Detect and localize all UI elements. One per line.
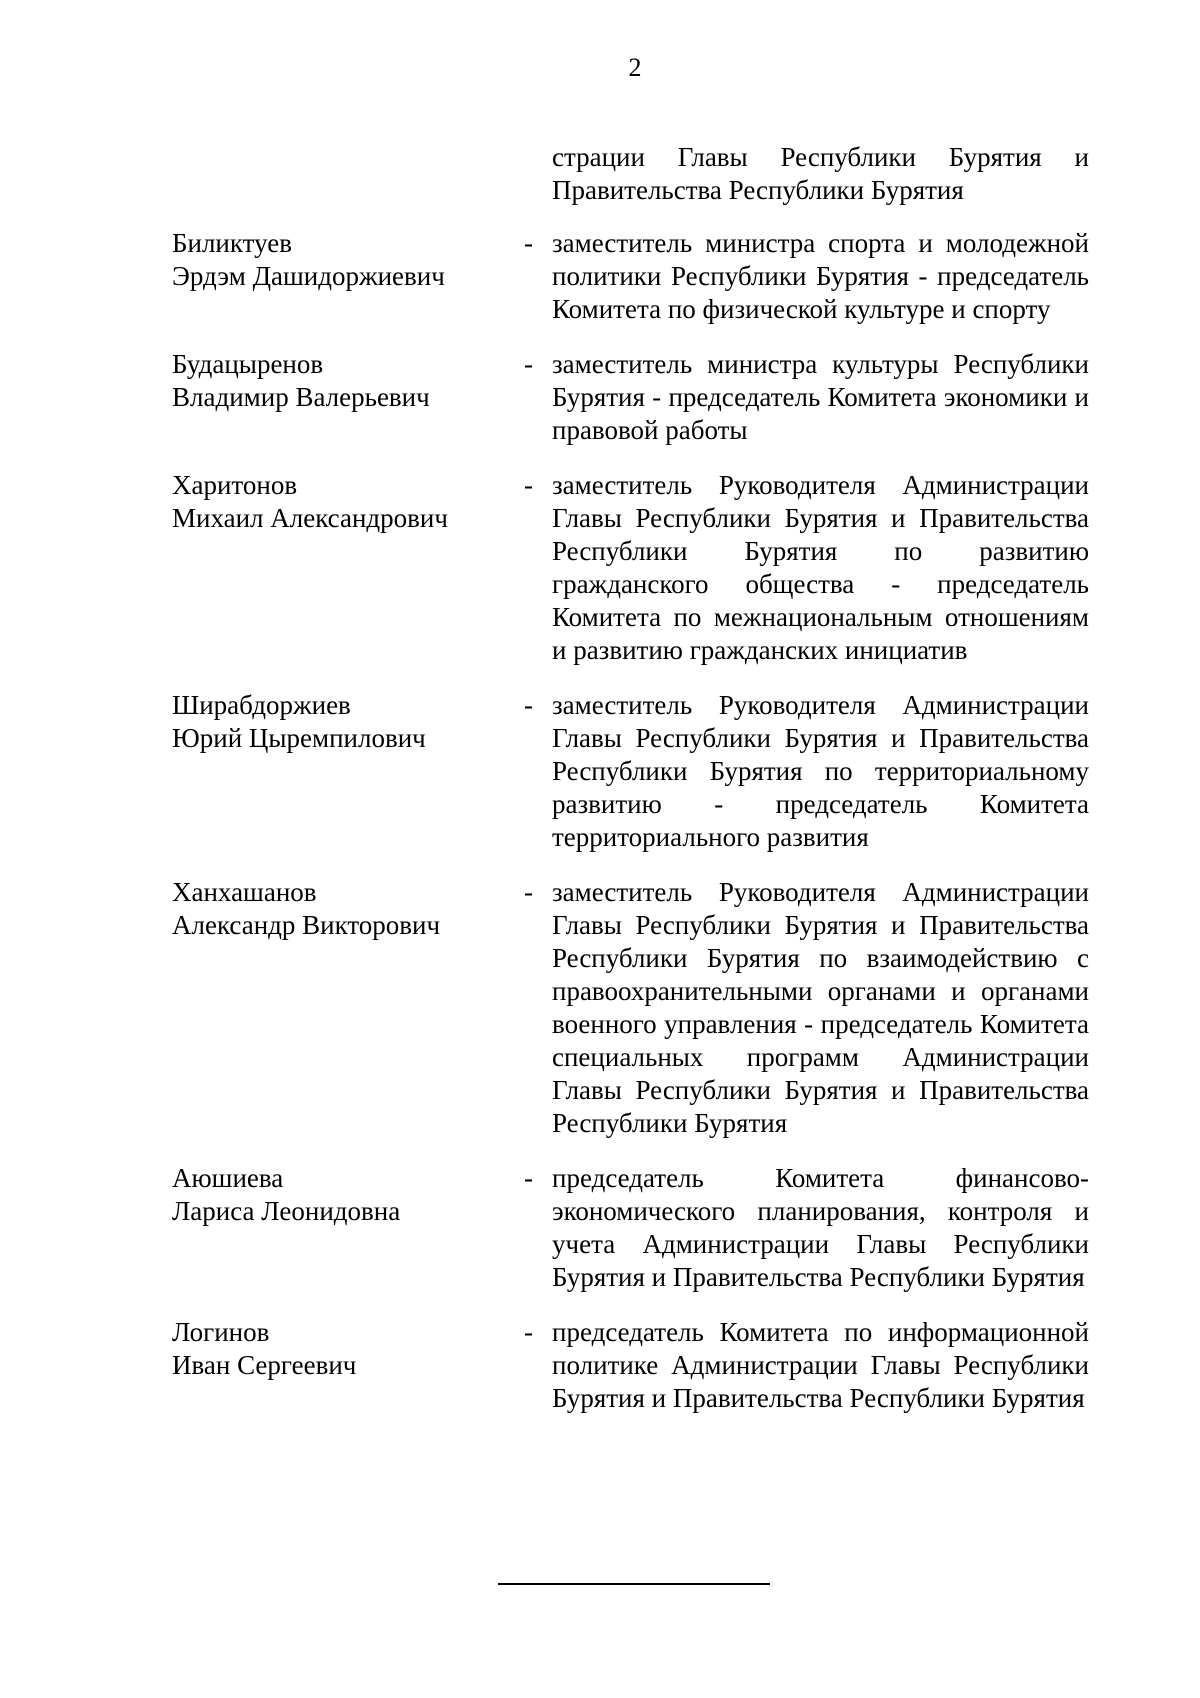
member-position: председатель Комитета по информационной политике Администрации Главы Республики Бурятия и Правительства Республики Бурятия (552, 1317, 1089, 1413)
member-name (172, 689, 524, 755)
member-given-name: Эрдэм Дашидоржиевич (172, 261, 445, 291)
member-given-name: Владимир Валерьевич (172, 382, 430, 412)
member-surname: Харитонов (172, 470, 298, 500)
member-position: заместитель министра спорта и молодежной политики Республики Бурятия - председатель Комитета по физической культуре и спорту (552, 228, 1089, 324)
member-entry-khankhashanov (172, 876, 1089, 1140)
member-name (172, 876, 524, 942)
member-surname: Логинов (172, 1317, 270, 1347)
separator-dash: - (524, 349, 533, 379)
member-given-name: Иван Сергеевич (172, 1350, 357, 1380)
member-name (172, 348, 524, 414)
continuation-text: страции Главы Республики Бурятия и Правительства Республики Бурятия (552, 142, 1089, 205)
member-position: заместитель Руководителя Администрации Главы Республики Бурятия и Правительства Республики Бурятия по взаимодействию с правоохранительными органами и органами военного управления - председатель Комитета специальных программ Администрации Главы Республики Бурятия и Правительства Республики Бурятия (552, 877, 1089, 1138)
member-entry-ayushieva (172, 1162, 1089, 1294)
member-name (172, 227, 524, 293)
member-surname: Аюшиева (172, 1163, 284, 1193)
separator-dash: - (524, 228, 533, 258)
member-name (172, 1162, 524, 1228)
member-given-name: Михаил Александрович (172, 503, 448, 533)
member-position: председатель Комитета финансово-экономического планирования, контроля и учета Администрации Главы Республики Бурятия и Правительства Республики Бурятия (552, 1163, 1089, 1292)
member-surname: Ханхашанов (172, 877, 317, 907)
member-position: заместитель Руководителя Администрации Главы Республики Бурятия и Правительства Республики Бурятия по развитию гражданского общества - председатель Комитета по межнациональным отношениям и развитию гражданских инициатив (552, 470, 1089, 665)
member-entry-loginov (172, 1316, 1089, 1415)
page-number: 2 (628, 53, 642, 82)
separator-dash: - (524, 690, 533, 720)
separator-dash: - (524, 470, 533, 500)
member-entry-biliktuev (172, 227, 1089, 326)
member-name (172, 1316, 524, 1382)
member-list (172, 227, 1089, 1437)
member-surname: Ширабдоржиев (172, 690, 351, 720)
member-surname: Биликтуев (172, 228, 292, 258)
separator-dash: - (524, 877, 533, 907)
member-given-name: Лариса Леонидовна (172, 1196, 401, 1226)
member-entry-shirabdorzhiev (172, 689, 1089, 854)
separator-dash: - (524, 1163, 533, 1193)
member-position: заместитель министра культуры Республики Бурятия - председатель Комитета экономики и правовой работы (552, 349, 1089, 445)
member-entry-budatsyrenov (172, 348, 1089, 447)
separator-dash: - (524, 1317, 533, 1347)
member-name (172, 469, 524, 535)
end-of-document-rule (498, 1583, 770, 1585)
member-entry-kharitonov (172, 469, 1089, 667)
member-position: заместитель Руководителя Администрации Главы Республики Бурятия и Правительства Республики Бурятия по территориальному развитию - председатель Комитета территориального развития (552, 690, 1089, 852)
member-surname: Будацыренов (172, 349, 324, 379)
member-given-name: Александр Викторович (172, 910, 441, 940)
member-given-name: Юрий Цыремпилович (172, 723, 426, 753)
